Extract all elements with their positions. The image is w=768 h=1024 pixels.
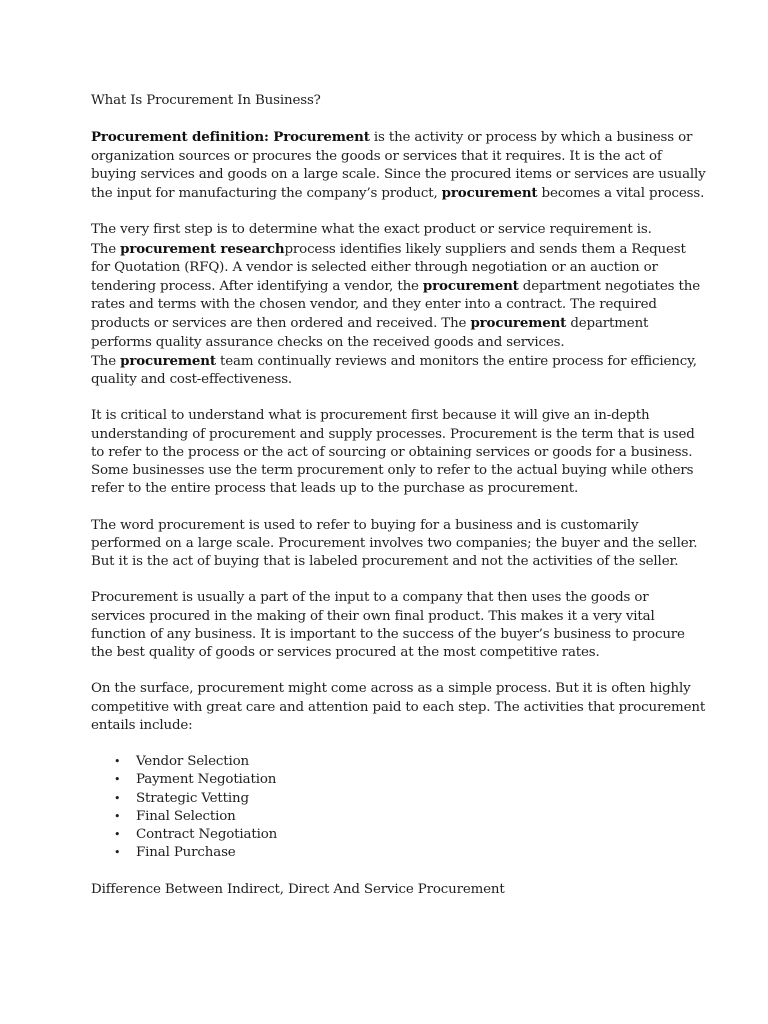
process-line-8 [91,352,697,371]
bullet-icon: • [114,827,121,841]
critical-paragraph [91,407,695,498]
process-line-4 [91,277,700,296]
critical-line: It is critical to understand what is procurement first because it will give an in-depth [91,408,650,424]
bullet-icon: • [114,809,121,823]
process-line-8-b: team continually reviews and monitors the entire process for efficiency, [215,353,697,369]
word-line: But it is the act of buying that is labeled procurement and not the activities of the seller. [91,554,679,570]
process-line-4-a: tendering process. After identifying a vendor, the [91,279,423,294]
spacer [91,389,691,407]
bullet-icon: • [114,846,121,860]
spacer [91,110,691,128]
list-item-label: Final Selection [136,808,236,824]
list-item [91,844,691,862]
document-title: What Is Procurement In Business? [91,93,321,108]
definition-line-4-b: becomes a vital process. [537,186,705,201]
surface-paragraph [91,680,706,735]
word-line: The word procurement is used to refer to buying for a business and is customarily [91,517,639,533]
definition-line-4 [91,184,705,203]
definition-line-1-text: is the activity or process by which a business or [369,130,693,146]
process-line-2 [91,240,691,259]
process-paragraph [91,221,700,389]
list-item-label: Payment Negotiation [136,772,277,788]
definition-line-2: organization sources or procures the goods or services that it requires. It is the act of [91,148,662,164]
list-item [91,790,691,808]
activities-list [91,753,691,862]
process-line-5: rates and terms with the chosen vendor, and they enter into a contract. The required [91,297,657,313]
spacer [91,862,691,880]
critical-line: Some businesses use the term procurement only to refer to the actual buying while others [91,463,694,479]
definition-paragraph [91,128,706,203]
process-line-1: The very first step is to determine what the exact product or service requirement is. [91,222,652,238]
process-line-9: quality and cost-effectiveness. [91,372,293,388]
list-item-label: Vendor Selection [136,754,250,770]
list-item-label: Final Purchase [136,845,236,861]
definition-line-3: buying services and goods on a large scale. Since the procured items or services are usually [91,166,706,182]
process-line-6-a: products or services are then ordered and received. The [91,316,471,332]
process-line-2-b: process identifies likely suppliers and sends them a Request [284,241,686,257]
spacer [91,571,691,589]
process-line-2-a: The [91,241,121,257]
surface-line: On the surface, procurement might come across as a simple process. But it is often highly [91,681,691,697]
definition-line-1 [91,128,691,147]
input-paragraph [91,589,691,662]
process-line-7: performs quality assurance checks on the received goods and services. [91,334,565,350]
definition-line-4-a: the input for manufacturing the company’s product, [91,186,442,201]
process-line-8-a: The [91,353,121,369]
spacer [91,662,691,680]
input-line: function of any business. It is important to the success of the buyer’s business to procure [91,626,685,642]
input-line: services procured in the making of their own final product. This makes it a very vital [91,608,655,624]
section-subheading: Difference Between Indirect, Direct And Service Procurement [91,881,505,897]
process-line-8-bold: procurement [120,352,216,369]
spacer [91,203,691,221]
list-item [91,826,691,844]
list-item-label: Contract Negotiation [136,826,278,842]
critical-line: refer to the entire process that leads up to the purchase as procurement. [91,481,579,497]
process-line-2-bold: procurement research [120,240,285,257]
critical-line: to refer to the process or the act of sourcing or obtaining services or goods for a business. [91,444,693,460]
input-line: the best quality of goods or services procured at the most competitive rates. [91,645,600,661]
surface-line: entails include: [91,717,193,733]
word-paragraph [91,517,698,572]
definition-bold-lead: Procurement definition: Procurement [91,129,370,146]
process-line-3: for Quotation (RFQ). A vendor is selected either through negotiation or an auction or [91,259,658,275]
process-line-6-bold: procurement [470,315,567,332]
spacer [91,735,691,753]
surface-line: competitive with great care and attention paid to each step. The activities that procurement [91,699,706,715]
list-item-label: Strategic Vetting [136,790,249,806]
word-line: performed on a large scale. Procurement involves two companies; the buyer and the seller. [91,535,698,551]
process-line-6-b: department [566,316,649,332]
bullet-icon: • [114,773,121,787]
spacer [91,498,691,516]
bullet-icon: • [114,791,121,805]
list-item [91,771,691,789]
process-line-6 [91,314,691,333]
bullet-icon: • [114,755,121,769]
input-line: Procurement is usually a part of the input to a company that then uses the goods or [91,590,649,606]
list-item [91,808,691,826]
critical-line: understanding of procurement and supply processes. Procurement is the term that is used [91,426,695,442]
list-item [91,753,691,771]
definition-line-4-bold: procurement [441,185,538,201]
process-line-4-bold: procurement [422,278,519,294]
document-page [91,92,706,899]
process-line-4-b: department negotiates the [518,279,700,294]
